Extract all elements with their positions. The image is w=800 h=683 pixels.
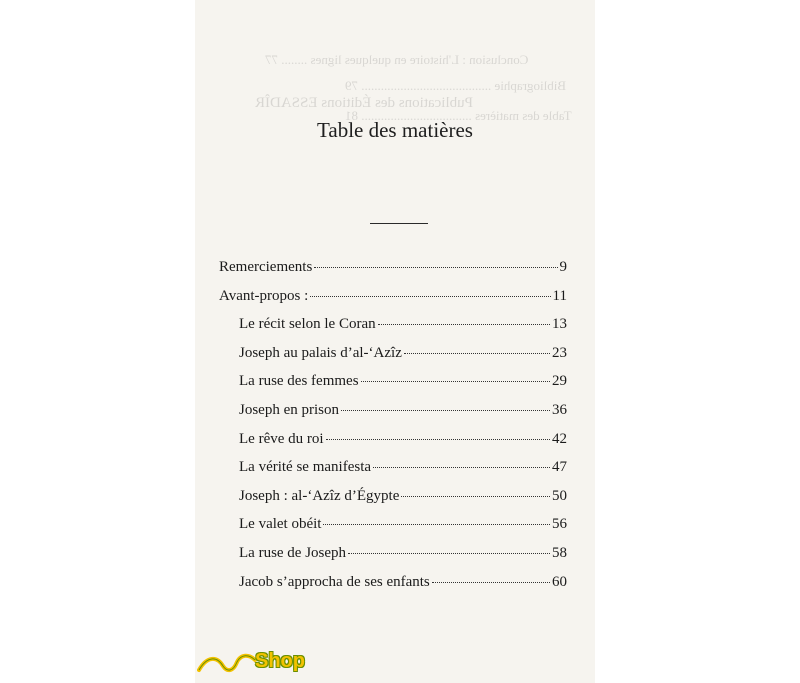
- toc-page-number: 56: [552, 516, 567, 533]
- toc-page-number: 42: [552, 430, 567, 447]
- toc-entry: [219, 574, 567, 603]
- toc-entry: [219, 316, 567, 345]
- toc-entry: [219, 488, 567, 517]
- toc-page-number: 47: [552, 459, 567, 476]
- page-title: Table des matières: [317, 118, 473, 142]
- toc-entry-label: La ruse de Joseph: [239, 544, 347, 561]
- toc-entry: [219, 431, 567, 460]
- toc-entry-label: Avant-propos :: [219, 287, 309, 304]
- toc-page-number: 36: [552, 401, 567, 418]
- toc-entry: [219, 459, 567, 488]
- toc-entry: [219, 345, 567, 374]
- toc-leader-dots: [323, 524, 550, 525]
- toc-page-number: 9: [559, 259, 567, 275]
- toc-leader-dots: [432, 582, 550, 583]
- toc-entry-label: Le rêve du roi: [239, 430, 324, 447]
- toc-entry-label: Le valet obéit: [239, 516, 322, 533]
- toc-page-number: 11: [552, 287, 567, 304]
- toc-leader-dots: [348, 553, 550, 554]
- toc-page-number: 13: [552, 316, 567, 333]
- bleed-line: Bibliographie ........................................ 79: [345, 78, 566, 93]
- toc-entry-label: Joseph : al-‘Azîz d’Égypte: [239, 487, 400, 504]
- toc-entry-label: La vérité se manifesta: [239, 459, 372, 476]
- toc-page-number: 60: [552, 573, 567, 590]
- shop-logo: [197, 644, 327, 680]
- toc-page-number: 23: [552, 344, 567, 361]
- toc-entry-label: Joseph au palais d’al-‘Azîz: [239, 344, 402, 361]
- toc-entry: [219, 516, 567, 545]
- toc-entry-label: Remerciements: [219, 259, 313, 275]
- logo-wordmark: Shop: [255, 650, 305, 672]
- toc-page-number: 50: [552, 487, 567, 504]
- bleed-line: Conclusion : L'histoire en quelques lignes ........ 77: [265, 52, 529, 67]
- bleed-line: Table des matières .................................. 81: [345, 108, 572, 123]
- toc-page-number: 58: [552, 544, 567, 561]
- toc-leader-dots: [373, 467, 550, 468]
- toc-leader-dots: [401, 496, 550, 497]
- toc-page-number: 29: [552, 373, 567, 390]
- title-divider: [370, 223, 428, 224]
- toc-entry: [219, 402, 567, 431]
- toc-leader-dots: [341, 410, 550, 411]
- toc-entry-label: Jacob s’approcha de ses enfants: [239, 573, 430, 590]
- bleed-line: Publications des Éditions ESSADÎR: [255, 95, 473, 111]
- toc-leader-dots: [314, 267, 557, 268]
- toc-leader-dots: [326, 439, 550, 440]
- toc-entry-label: Le récit selon le Coran: [239, 316, 376, 333]
- toc-leader-dots: [378, 324, 550, 325]
- toc-entry: [219, 545, 567, 574]
- swoosh-icon: [197, 652, 257, 676]
- table-of-contents: [219, 259, 567, 602]
- toc-entry-label: Joseph en prison: [239, 401, 339, 418]
- toc-leader-dots: [361, 381, 550, 382]
- toc-entry: [219, 259, 567, 288]
- book-page: [195, 0, 595, 683]
- toc-entry: [219, 373, 567, 402]
- toc-leader-dots: [310, 296, 550, 297]
- toc-entry-label: La ruse des femmes: [239, 373, 359, 390]
- toc-entry: [219, 288, 567, 317]
- toc-leader-dots: [404, 353, 550, 354]
